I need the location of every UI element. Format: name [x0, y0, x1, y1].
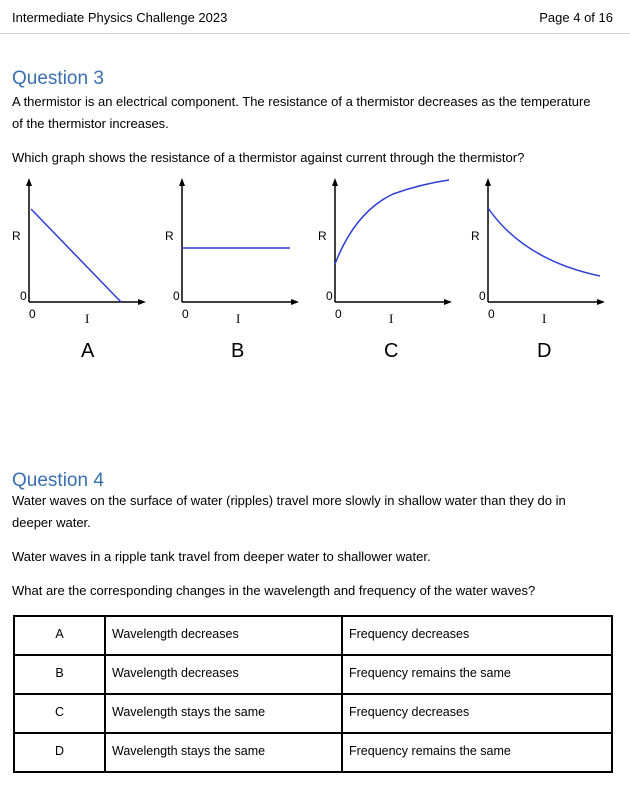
graph-a	[5, 176, 165, 336]
question-3-title: Question 3	[12, 68, 104, 89]
graph-c-origin-x: 0	[335, 307, 342, 321]
graph-c-ylabel: R	[318, 229, 327, 243]
graph-c-label: C	[384, 340, 399, 362]
option-wavelength: Wavelength decreases	[105, 616, 342, 655]
option-frequency: Frequency decreases	[342, 694, 612, 733]
graph-c	[311, 176, 471, 336]
graph-c-xlabel: I	[389, 311, 394, 326]
option-frequency: Frequency remains the same	[342, 655, 612, 694]
option-letter: A	[14, 616, 105, 655]
option-wavelength: Wavelength decreases	[105, 655, 342, 694]
graph-b-xlabel: I	[236, 311, 241, 326]
graph-d-curve	[488, 208, 600, 276]
option-row-b[interactable]	[14, 655, 612, 694]
graph-b-origin-x: 0	[182, 307, 189, 321]
graph-a-ylabel: R	[12, 229, 21, 243]
graph-c-curve	[335, 180, 449, 264]
graph-a-xlabel: I	[85, 311, 90, 326]
question-4-prompt: What are the corresponding changes in the wavelength and frequency of the water waves?	[12, 583, 536, 598]
graph-b-origin-y: 0	[173, 289, 180, 303]
graph-d-xlabel: I	[542, 311, 547, 326]
question-4-title: Question 4	[12, 470, 104, 491]
option-letter: B	[14, 655, 105, 694]
graph-a-curve	[31, 209, 121, 302]
option-frequency: Frequency decreases	[342, 616, 612, 655]
option-row-a[interactable]	[14, 616, 612, 655]
document-title: Intermediate Physics Challenge 2023	[12, 10, 228, 25]
graph-d-ylabel: R	[471, 229, 480, 243]
page-number: Page 4 of 16	[539, 10, 613, 25]
option-letter: D	[14, 733, 105, 772]
option-frequency: Frequency remains the same	[342, 733, 612, 772]
option-row-d[interactable]	[14, 733, 612, 772]
graph-c-origin-y: 0	[326, 289, 333, 303]
graph-b	[158, 176, 318, 336]
option-row-c[interactable]	[14, 694, 612, 733]
graph-b-ylabel: R	[165, 229, 174, 243]
graph-d	[464, 176, 624, 336]
graph-a-label: A	[81, 340, 95, 362]
graph-b-label: B	[231, 340, 245, 362]
graph-a-origin-x: 0	[29, 307, 36, 321]
question-4-text: Water waves on the surface of water (ripples) travel more slowly in shallow water than they do in deeper water.	[12, 493, 566, 530]
answer-options-table	[13, 615, 613, 773]
question-3-prompt: Which graph shows the resistance of a thermistor against current through the thermistor?	[12, 150, 525, 165]
question-3-text: A thermistor is an electrical component. The resistance of a thermistor decreases as the temperature of the thermistor increases.	[12, 94, 591, 131]
graph-d-origin-y: 0	[479, 289, 486, 303]
option-wavelength: Wavelength stays the same	[105, 694, 342, 733]
graph-d-label: D	[537, 340, 552, 362]
option-wavelength: Wavelength stays the same	[105, 733, 342, 772]
question-4-setup: Water waves in a ripple tank travel from deeper water to shallower water.	[12, 549, 431, 564]
option-letter: C	[14, 694, 105, 733]
graph-d-origin-x: 0	[488, 307, 495, 321]
graph-a-origin-y: 0	[20, 289, 27, 303]
page-header	[0, 0, 630, 34]
